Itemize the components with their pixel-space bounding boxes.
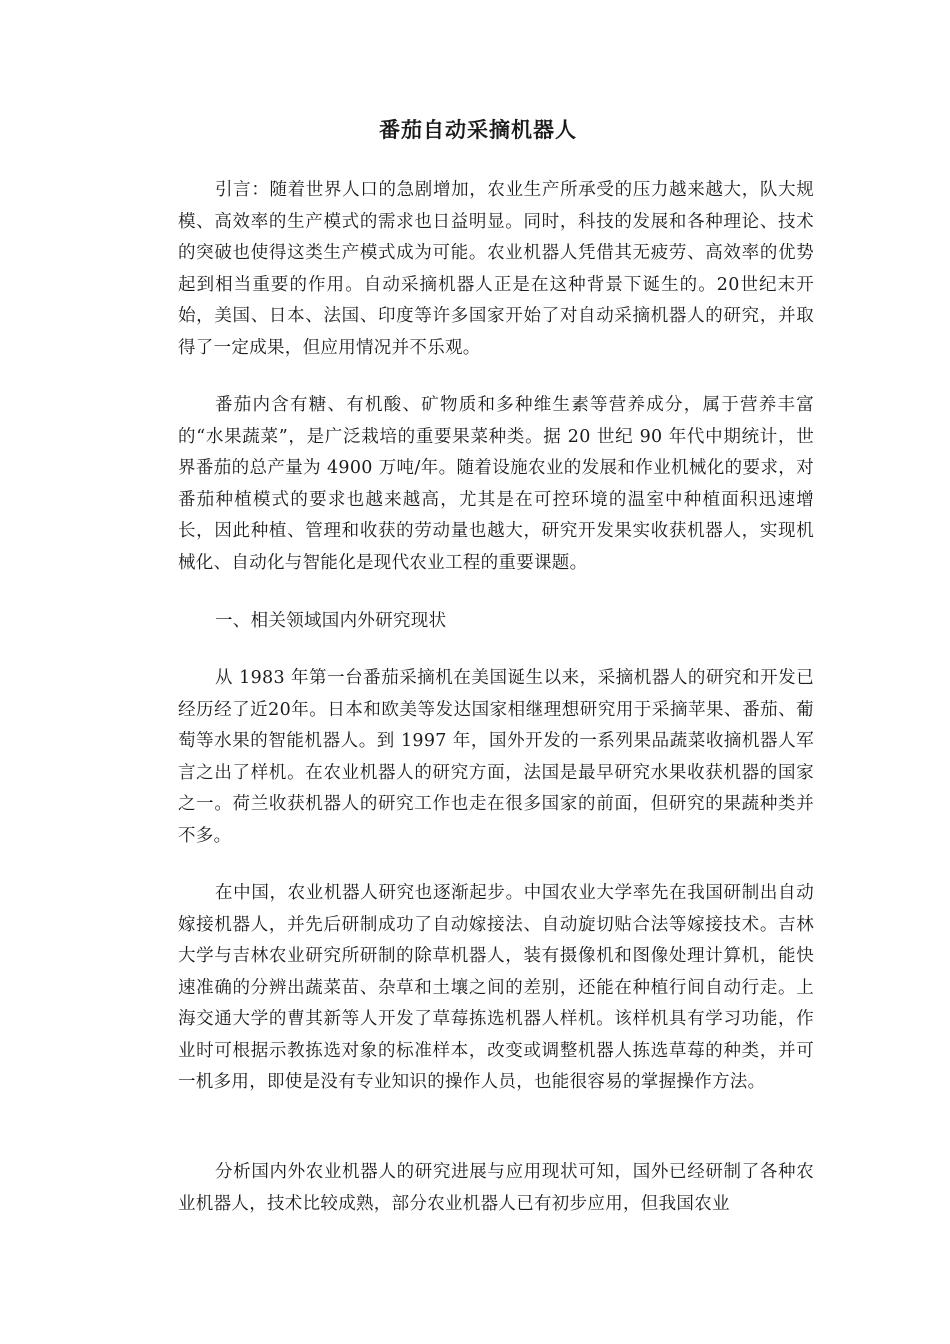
analysis-paragraph: 分析国内外农业机器人的研究进展与应用现状可知，国外已经研制了各种农业机器人，技术比较成熟，部分农业机器人已有初步应用，但我国农业 — [178, 1162, 814, 1214]
china-research-paragraph: 在中国，农业机器人研究也逐渐起步。中国农业大学率先在我国研制出自动嫁接机器人，并先后研制成功了自动嫁接法、自动旋切贴合法等嫁接技术。吉林大学与吉林农业研究所研制的除草机器人，装有摄像机和图像处理计算机，能快速准确的分辨出蔬菜苗、杂草和土壤之间的差别，还能在种植行间自动行走。上海交通大学的曹其新等人开发了草莓拣选机器人样机。该样机具有学习功能，作业时可根据示教拣选对象的标准样本，改变或调整机器人拣选草莓的种类，并可一机多用，即使是没有专业知识的操作人员，也能很容易的掌握操作方法。 — [178, 883, 814, 1092]
section-heading-research-status: 一、相关领域国内外研究现状 — [215, 611, 447, 631]
document-title: 番茄自动采摘机器人 — [379, 118, 577, 142]
tomato-nutrition-paragraph: 番茄内含有糖、有机酸、矿物质和多种维生素等营养成分，属于营养丰富的“水果蔬菜”，是广泛栽培的重要果菜种类。据 20 世纪 90 年代中期统计，世界番茄的总产量为 4900 万吨/年。随着设施农业的发展和作业机械化的要求，对番茄种植模式的要求也越来越高，尤其是在可控环境的温室中种植面积迅速增长，因此种植、管理和收获的劳动量也越大，研究开发果实收获机器人，实现机械化、自动化与智能化是现代农业工程的重要课题。 — [178, 395, 814, 573]
foreign-research-paragraph: 从 1983 年第一台番茄采摘机在美国诞生以来，采摘机器人的研究和开发已经历经了近20年。日本和欧美等发达国家相继理想研究用于采摘苹果、番茄、葡萄等水果的智能机器人。到 1997 年，国外开发的一系列果品蔬菜收摘机器人军言之出了样机。在农业机器人的研究方面，法国是最早研究水果收获机器的国家之一。荷兰收获机器人的研究工作也走在很多国家的前面，但研究的果蔬种类并不多。 — [178, 668, 814, 846]
intro-paragraph: 引言：随着世界人口的急剧增加，农业生产所承受的压力越来越大，队大规模、高效率的生产模式的需求也日益明显。同时，科技的发展和各种理论、技术的突破也使得这类生产模式成为可能。农业机器人凭借其无疲劳、高效率的优势起到相当重要的作用。自动采摘机器人正是在这种背景下诞生的。20世纪末开始，美国、日本、法国、印度等许多国家开始了对自动采摘机器人的研究，并取得了一定成果，但应用情况并不乐观。 — [178, 180, 814, 358]
